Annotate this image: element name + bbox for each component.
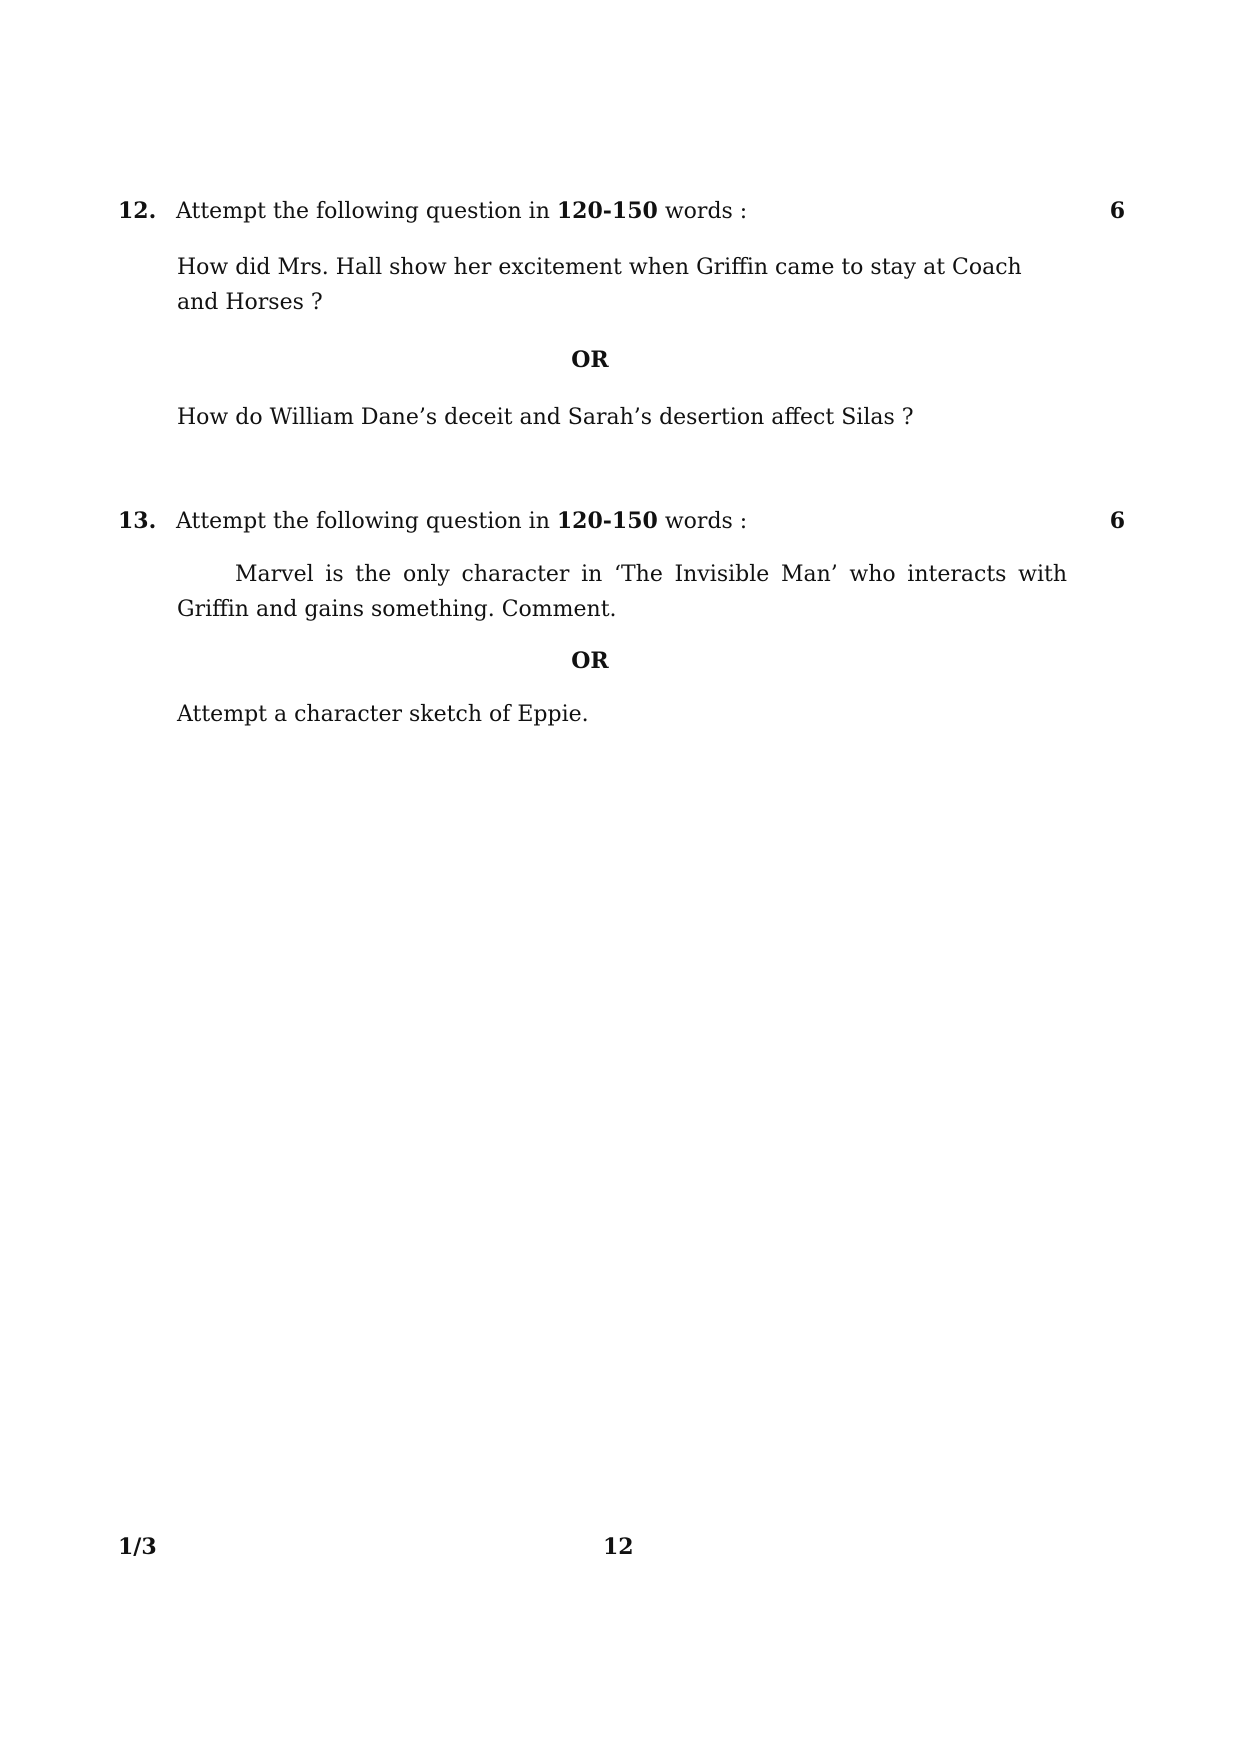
or-separator: OR xyxy=(571,347,609,373)
footer-paper-code: 1/3 xyxy=(118,1534,157,1560)
question-marks: 6 xyxy=(1109,198,1125,224)
or-separator: OR xyxy=(571,648,609,674)
question-number: 12. xyxy=(118,198,157,224)
question-option-a: Marvel is the only character in ‘The Invisible Man’ who interacts with Griffin and gains something. Comment. xyxy=(177,562,1067,622)
question-number: 13. xyxy=(118,508,157,534)
question-option-b: How do William Dane’s deceit and Sarah’s desertion affect Silas ? xyxy=(177,405,914,430)
question-instruction: Attempt the following question in 120-150 words : xyxy=(176,198,748,224)
question-option-b: Attempt a character sketch of Eppie. xyxy=(177,702,589,727)
question-option-a: How did Mrs. Hall show her excitement when Griffin came to stay at Coach and Horses ? xyxy=(177,255,1022,315)
question-marks: 6 xyxy=(1109,508,1125,534)
footer-page-number: 12 xyxy=(603,1534,634,1560)
question-instruction: Attempt the following question in 120-150 words : xyxy=(176,508,748,534)
